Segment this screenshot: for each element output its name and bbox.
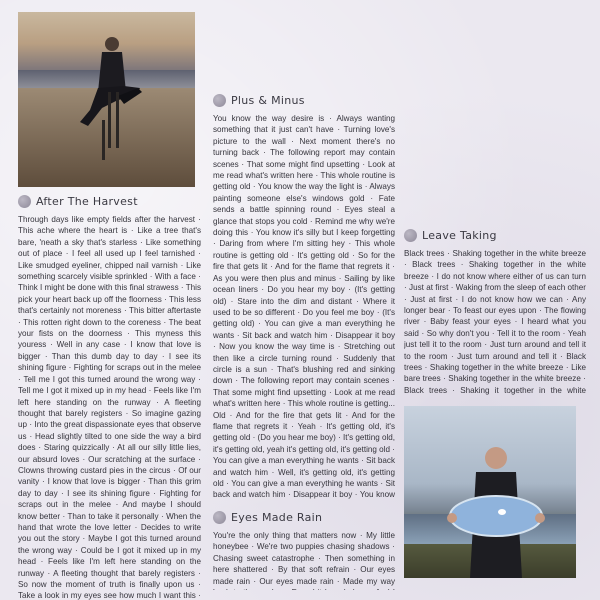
section-title: Eyes Made Rain [231,511,323,524]
lyrics-plus-and-minus: You know the way desire is · Always wanting something that it just can't have · Turning love's picture to the wall · Next moment there's no turning back · The following report may contain scenes · That some might find upsetting · Look at me read what's written here · This whole routine is getting old · You know the way the light is · Always painting someone else's windows gold · Fate sends a battle spinning round · Eyes steal a glance that stops you cold · Remind me why we're doing this · You know it's silly but I keep forgetting · Daring from where I'm sitting hey · This whole routine is getting old · It's getting old · So for the fire that gets lit · And for the flame that regrets it · As you were then plus and minus · Sailing by like ocean liners · Do you hear my boy · (It's getting old) · Stare into the dim and distant · Where it used to be so different · Do you feel me boy · (It's getting old) · You can give a man everything he wants · Sit back and watch him · Disappear it boy · Now you know the way time is · Stretching out then like a circle turning round · Suddenly that circle is a sun · That's blushing red and sinking down · The following report may contain scenes · That some might find upsetting · Look at me read what's written here · This whole routine is getting... Old · And for the fire that gets lit · And for the flame that regrets it · Yeah · It's getting old, it's getting old · (Do you hear me boy) · It's getting old, it's getting old, yeah it's getting old, it's getting old · You can give a man everything he wants · Sit back and watch him · Well, it's getting old, it's getting old · You can give a man everything he wants · Sit back and watch him · Disappear it boy · You know [213,114,395,500]
seated-figure-image [80,30,142,162]
lyrics-eyes-made-rain: You're the only thing that matters now · My little honeybee · We're two puppies chasing shadows · Chasing sweet catastrophe · Then something in here shattered · By that soft refrain · Our eyes made rain · Our eyes made rain · Made my way [213,531,395,586]
column-right [404,0,586,600]
heading-bullet-icon [213,94,226,107]
section-heading-eyes-made-rain [213,511,395,524]
section-title: Leave Taking [422,229,497,242]
section-heading-after-the-harvest [18,195,201,208]
column-middle [213,0,395,600]
column-left [18,0,201,600]
heading-bullet-icon [404,229,417,242]
heading-bullet-icon [213,511,226,524]
figure-with-mirror-image [446,438,546,578]
section-heading-leave-taking [404,229,586,242]
section-heading-plus-and-minus [213,94,395,107]
section-title: After The Harvest [36,195,138,208]
lyrics-leave-taking: Black trees · Shaking together in the white breeze · Black trees · Shaking together in the white breeze · I do not know where either of us can turn · Just at first · Waking from the sleep of each other · Just at first · I do not know how we can · Any longer bear · To feast our eyes upon · The flowing river · Baby feast your eyes · I heard what you said · So why don't you · Tell it to the room · Yeah just tell it to the room · Just turn around and tell it to the room · Just turn around and tell it · Black trees · Shaking together in the white breeze · Like bare trees · Shaking together in the white breeze · Black trees · Shaking it together in the white [404,249,586,395]
section-title: Plus & Minus [231,94,305,107]
mirror-photo [404,406,576,578]
heading-bullet-icon [18,195,31,208]
lyrics-after-the-harvest: Through days like empty fields after the harvest · This ache where the heart is · Like a tree that's bare, 'neath a sky that's starless · Like something out of place · I feel all used up I feel tarnished · Like smudged eyeliner, chipped nail varnish · Like something scarcely visible sprinkled · With a face · Think I might be done with this final strawess · This pick your heart back up off the floorness · This less that's certainly not moreness · This bitter aftertaste · This rotten right down to the coreness · The beat your fists on the doorness · This myness this youress · Well in any case · I know that love is bigger · Than this dumb day to day · I see its shining figure · Fighting for scraps out in the melee · Tell me I got this turned around the wrong way · Tell me I got it mixed up in my head · Feels like I'm left here standing on the runway · A fleeting thought that barely registers · So imagine gazing up · Into the great dispassionate eyes that observe us · Head slightly tilted to one side the way a bird does · Staring quizzically · At all our silly little lies, our absurd loves · Our scratching at the surface · Clowns throwing custard pies in the circus · Of our vanity · I know that love is bigger · Than this grim day to day · I see its shining figure · Fighting for scraps out in the melee · And maybe I should know better · Than to take it personally · When the hand that wrote the love letter · Decides to write you out the story · Maybe I got this turned around the wrong way · Could be I got it mixed up in my head · Feels like I'm left here standing on the runway · A fleeting thought that barely registers · So now the moment of truth is finally upon us · Take a look in my eyes see how much I want this · [18,215,201,600]
beach-photo [18,12,195,187]
